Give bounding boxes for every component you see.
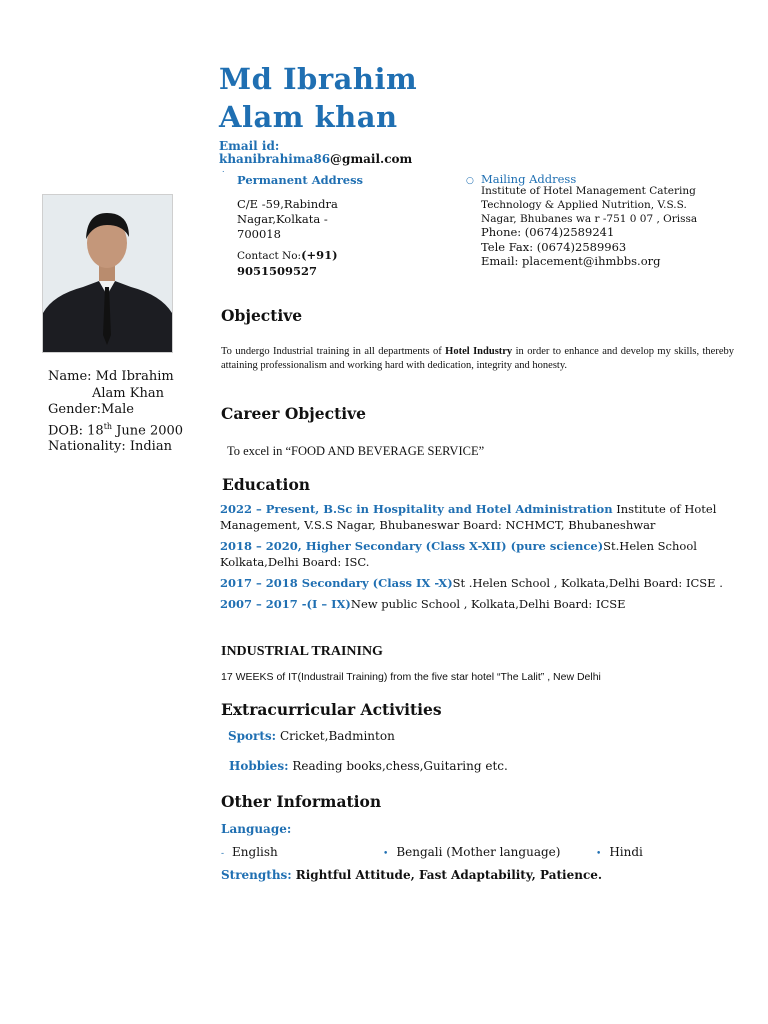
name-value: Md Ibrahim [95, 369, 174, 384]
name-value-2: Alam Khan [92, 385, 164, 401]
objective-text: To undergo Industrial training in all departments of Hotel Industry in order to enhance and develop my skills, thereby attaining professionalism and working hard with dedication, integrity and honesty. [221, 346, 734, 371]
address-line: Nagar,Kolkata - [237, 212, 328, 226]
extracurricular-heading: Extracurricular Activities [221, 700, 442, 719]
dob: DOB: 18th June 2000 [48, 421, 184, 438]
education-item: 2007 – 2017 -(I – IX)New public School , Kolkata,Delhi Board: ICSE [220, 597, 626, 611]
candidate-name [219, 60, 417, 136]
name-line-2: Alam khan [219, 100, 398, 134]
strengths: Strengths: Rightful Attitude, Fast Adaptability, Patience. [221, 868, 603, 882]
bullet-icon: • [383, 849, 389, 859]
mailing-email: Email: placement@ihmbbs.org [481, 254, 661, 268]
career-objective-heading: Career Objective [221, 404, 366, 423]
training-text: 17 WEEKS of IT(Industrail Training) from the five star hotel “The Lalit” , New Delhi [221, 671, 601, 683]
language-item: - English [221, 845, 278, 859]
address-line: Technology & Applied Nutrition, V.S.S. [481, 199, 687, 211]
career-objective-text: To excel in “FOOD AND BEVERAGE SERVICE” [227, 444, 485, 458]
profile-photo [42, 194, 173, 353]
permanent-address [237, 197, 377, 242]
objective-heading: Objective [221, 306, 303, 325]
language-item: • Bengali (Mother language) [383, 845, 561, 859]
circle-bullet-icon: ○ [466, 176, 474, 186]
education-item: 2022 – Present, B.Sc in Hospitality and Hotel Administration Institute of Hotel Management, V.S.S Nagar, Bhubaneswar Board: NCHMCT, Bhubaneshwar [220, 502, 717, 532]
bullet-icon: • [596, 849, 602, 859]
bullet-icon: - [221, 849, 225, 859]
contact-code: (+91) [301, 248, 338, 262]
mailing-address [481, 184, 721, 226]
education-heading: Education [222, 475, 311, 494]
person-photo-icon [43, 195, 172, 352]
language-item: • Hindi [596, 845, 643, 859]
address-line: 700018 [237, 227, 281, 241]
contact-number [237, 248, 338, 279]
email-address[interactable] [219, 152, 412, 166]
training-heading: INDUSTRIAL TRAINING [221, 644, 383, 659]
hobbies: Hobbies: Reading books,chess,Guitaring etc. [229, 759, 508, 773]
gender: Gender:Male [48, 402, 134, 417]
address-line: Institute of Hotel Management Catering [481, 185, 696, 197]
sports: Sports: Cricket,Badminton [228, 729, 395, 743]
email-domain: @gmail.com [330, 152, 413, 166]
address-line: Nagar, Bhubanes wa r -751 0 07 , Orissa [481, 213, 698, 225]
mailing-contacts [481, 225, 660, 269]
name-line-1: Md Ibrahim [219, 62, 418, 96]
personal-details [48, 369, 183, 456]
contact-phone: 9051509527 [237, 264, 318, 278]
name-label: Name: [48, 369, 92, 384]
education-item: 2018 – 2020, Higher Secondary (Class X-XII) (pure science)St.Helen School Kolkata,Delhi Board: ISC. [220, 539, 697, 569]
permanent-address-title: Permanent Address [237, 173, 364, 187]
email-label: Email id: [219, 139, 280, 153]
email-user: khanibrahima86 [219, 152, 331, 166]
nationality: Nationality: Indian [48, 439, 172, 455]
address-line: C/E -59,Rabindra [237, 197, 338, 211]
other-information-heading: Other Information [221, 792, 382, 811]
language-label: Language: [221, 822, 292, 836]
bullet-icon: ˙ [221, 171, 226, 181]
contact-label: Contact No: [237, 250, 302, 262]
mailing-phone: Phone: (0674)2589241 [481, 225, 615, 239]
mailing-address-title: Mailing Address [481, 172, 577, 186]
mailing-fax: Tele Fax: (0674)2589963 [481, 239, 627, 254]
education-item: 2017 – 2018 Secondary (Class IX -X)St .Helen School , Kolkata,Delhi Board: ICSE . [220, 576, 723, 590]
